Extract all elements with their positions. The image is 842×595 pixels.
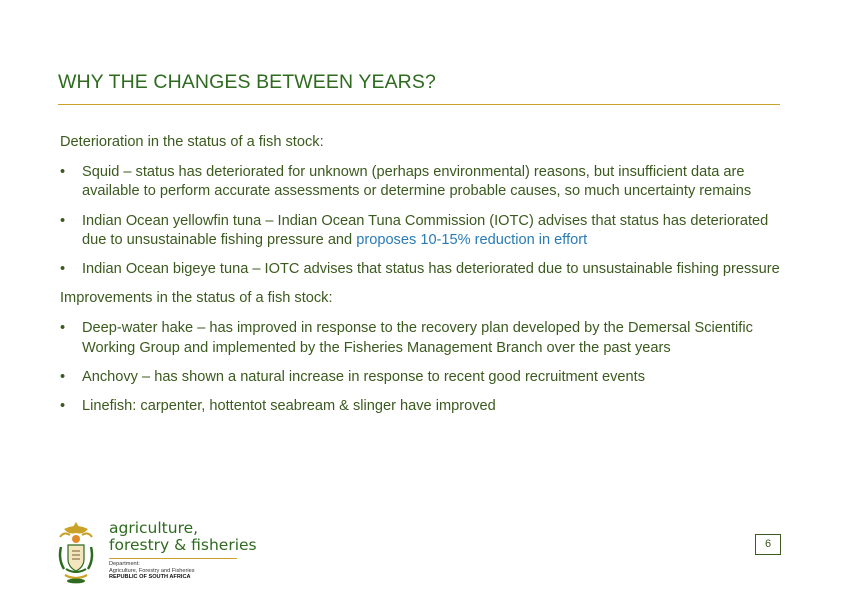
bullet-icon: •: [60, 368, 66, 385]
bullet-icon: •: [60, 398, 66, 415]
list-item: [60, 319, 780, 357]
deterioration-list: [60, 163, 780, 279]
improvements-heading: Improvements in the status of a fish stock:: [60, 290, 333, 307]
coat-of-arms-icon: [56, 519, 96, 585]
department-logo: [56, 519, 257, 585]
list-item-text: Indian Ocean yellowfin tuna – Indian Ocean Tuna Commission (IOTC) advises that status has deteriorated due to unsustainable fishing pressure and: [82, 212, 769, 248]
improvements-list: [60, 319, 780, 416]
title-divider: [58, 104, 780, 105]
slide-body: [60, 133, 780, 426]
bullet-icon: •: [60, 164, 66, 181]
slide-title: WHY THE CHANGES BETWEEN YEARS?: [58, 71, 436, 93]
logo-line-2: forestry & fisheries: [109, 536, 257, 554]
country-name: REPUBLIC OF SOUTH AFRICA: [109, 574, 191, 581]
dept-line-1: Department:: [109, 561, 140, 567]
list-item: [60, 212, 780, 250]
list-item: [60, 260, 780, 279]
logo-line-1: agriculture,: [109, 519, 199, 537]
list-item-text: Linefish: carpenter, hottentot seabream & slinger have improved: [82, 398, 496, 415]
logo-divider: [109, 558, 237, 559]
bullet-icon: •: [60, 212, 66, 229]
list-item: [60, 163, 780, 201]
list-item: [60, 368, 780, 387]
list-item-text: Indian Ocean bigeye tuna – IOTC advises that status has deteriorated due to unsustainable fishing pressure: [82, 261, 780, 278]
list-item-text: Squid – status has deteriorated for unknown (perhaps environmental) reasons, but insufficient data are available to perform accurate assessments or determine probable causes, so much uncertainty remains: [82, 164, 752, 200]
list-item: [60, 397, 780, 416]
list-item-text: Anchovy – has shown a natural increase in response to recent good recruitment events: [82, 368, 645, 385]
list-item-text: Deep-water hake – has improved in response to the recovery plan developed by the Demersal Scientific Working Group and implemented by the Fisheries Management Branch over the past years: [82, 320, 753, 356]
deterioration-heading: Deterioration in the status of a fish stock:: [60, 134, 324, 150]
bullet-icon: •: [60, 320, 66, 337]
page-number: 6: [755, 534, 781, 555]
bullet-icon: •: [60, 261, 66, 278]
highlighted-text: proposes 10-15% reduction in effort: [356, 231, 588, 248]
dept-line-2: Agriculture, Forestry and Fisheries: [109, 567, 195, 574]
department-name: [109, 561, 195, 581]
